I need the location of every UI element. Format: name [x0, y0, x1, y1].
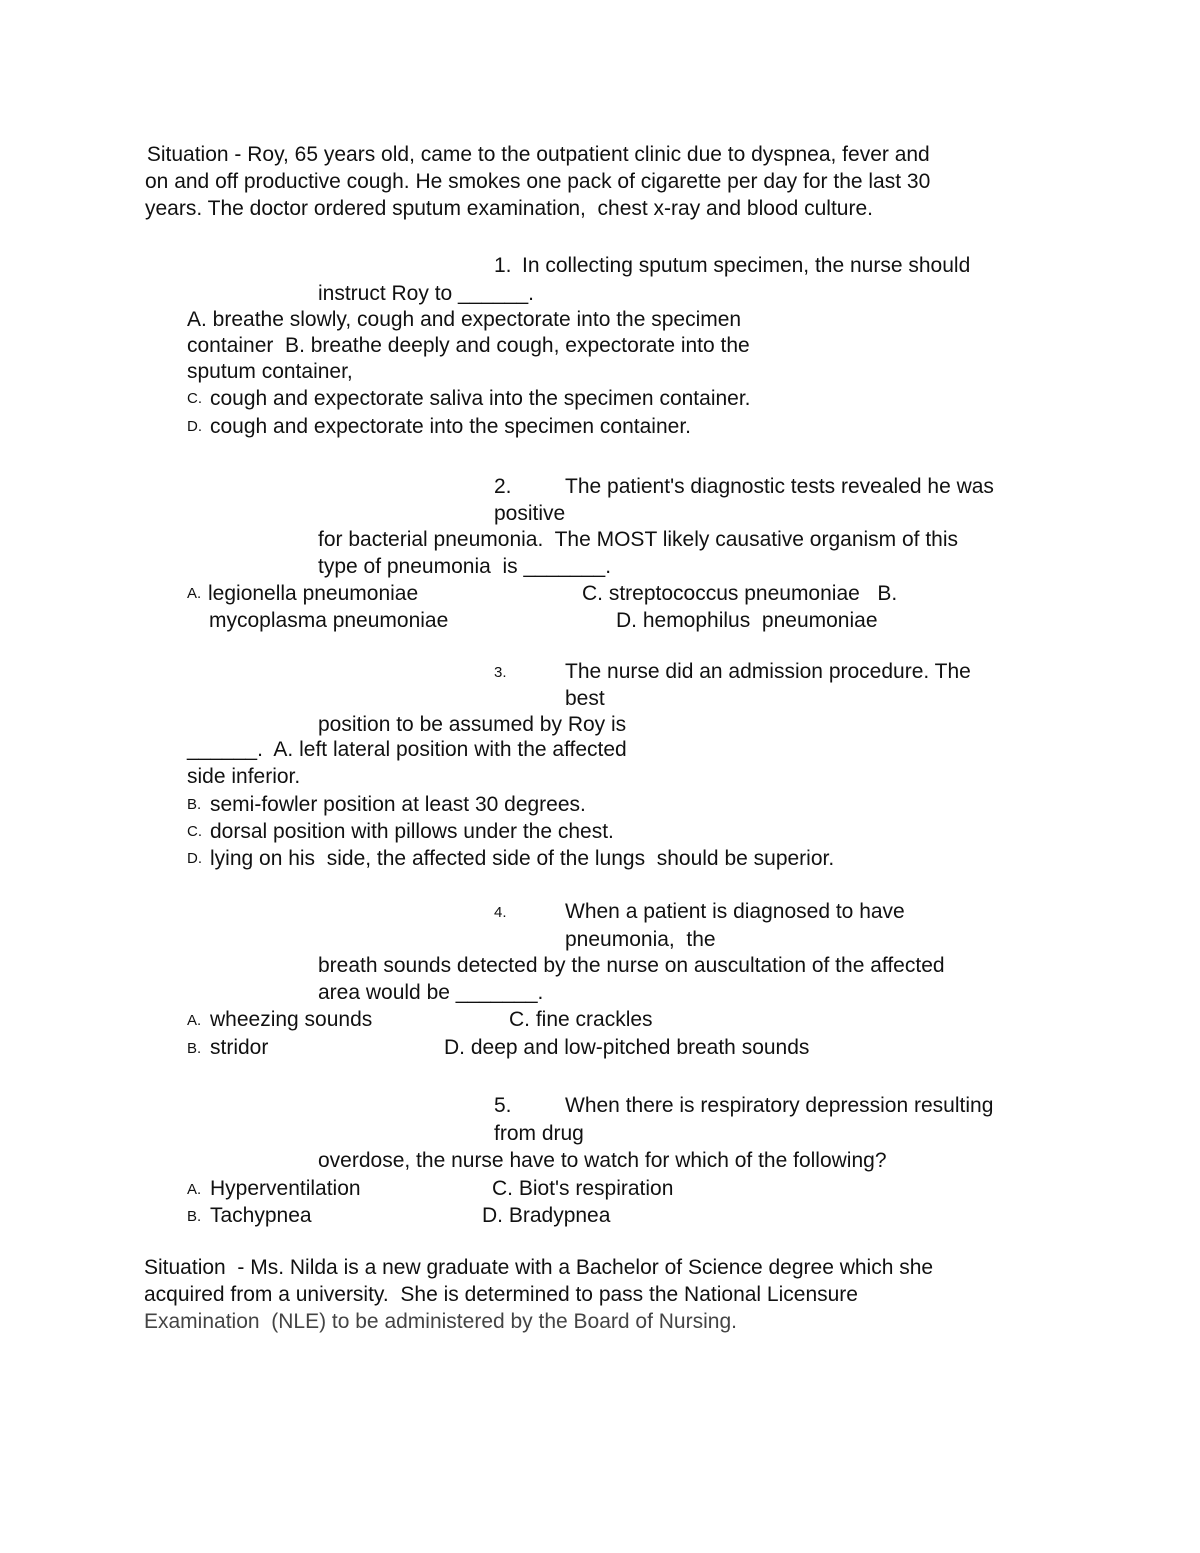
answer-option: lying on his side, the affected side of the lungs should be superior.	[210, 847, 835, 870]
question-stem: The patient's diagnostic tests revealed he was	[565, 475, 994, 498]
answer-option: cough and expectorate saliva into the specimen container.	[210, 387, 751, 410]
question-stem: breath sounds detected by the nurse on auscultation of the affected	[318, 954, 945, 977]
question-stem: pneumonia, the	[565, 928, 716, 951]
answer-option: Tachypnea	[210, 1204, 312, 1227]
question-stem: overdose, the nurse have to watch for which of the following?	[318, 1149, 887, 1172]
answer-option: side inferior.	[187, 765, 301, 788]
option-letter: A.	[187, 585, 202, 602]
option-letter: D.	[187, 418, 202, 435]
question-stem: In collecting sputum specimen, the nurse should	[522, 254, 971, 277]
question-number: 3.	[494, 664, 507, 681]
question-stem: When a patient is diagnosed to have	[565, 900, 905, 923]
answer-option: cough and expectorate into the specimen container.	[210, 415, 691, 438]
question-stem: for bacterial pneumonia. The MOST likely causative organism of this	[318, 528, 959, 551]
answer-option: wheezing sounds	[210, 1008, 373, 1031]
option-letter: C.	[187, 823, 202, 840]
question-number: 2.	[494, 475, 512, 498]
answer-option: mycoplasma pneumoniae	[209, 609, 449, 632]
answer-option: D. hemophilus pneumoniae	[616, 609, 878, 632]
option-letter: B.	[187, 796, 202, 813]
situation-1-line: years. The doctor ordered sputum examination, chest x-ray and blood culture.	[145, 197, 873, 220]
option-letter: A.	[187, 1181, 202, 1198]
answer-option: C. streptococcus pneumoniae B.	[582, 582, 898, 605]
question-stem: position to be assumed by Roy is	[318, 713, 627, 736]
option-letter: C.	[187, 390, 202, 407]
question-number: 1.	[494, 254, 512, 277]
answer-option: sputum container,	[187, 360, 353, 383]
answer-option: dorsal position with pillows under the chest.	[210, 820, 614, 843]
option-letter: B.	[187, 1040, 202, 1057]
situation-2-line: Examination (NLE) to be administered by the Board of Nursing.	[144, 1310, 737, 1333]
option-letter: A.	[187, 1012, 202, 1029]
option-letter: B.	[187, 1208, 202, 1225]
question-stem: area would be _______.	[318, 981, 544, 1004]
answer-option: C. fine crackles	[509, 1008, 653, 1031]
answer-option: ______. A. left lateral position with the affected	[187, 738, 627, 761]
question-stem: from drug	[494, 1122, 584, 1145]
answer-option: D. Bradypnea	[482, 1204, 611, 1227]
question-stem: instruct Roy to ______.	[318, 282, 534, 305]
question-number: 4.	[494, 904, 507, 921]
situation-1-line: Situation - Roy, 65 years old, came to the outpatient clinic due to dyspnea, fever and	[141, 143, 930, 166]
situation-1-line: on and off productive cough. He smokes one pack of cigarette per day for the last 30	[145, 170, 931, 193]
question-stem: best	[565, 687, 605, 710]
answer-option: C. Biot's respiration	[492, 1177, 674, 1200]
answer-option: D. deep and low-pitched breath sounds	[444, 1036, 810, 1059]
answer-option: A. breathe slowly, cough and expectorate into the specimen	[187, 308, 742, 331]
question-stem: When there is respiratory depression resulting	[565, 1094, 994, 1117]
answer-option: stridor	[210, 1036, 269, 1059]
answer-option: container B. breathe deeply and cough, expectorate into the	[187, 334, 750, 357]
answer-option: semi-fowler position at least 30 degrees.	[210, 793, 586, 816]
question-stem: The nurse did an admission procedure. The	[565, 660, 971, 683]
question-stem: positive	[494, 502, 566, 525]
answer-option: legionella pneumoniae	[208, 582, 419, 605]
question-stem: type of pneumonia is _______.	[318, 555, 612, 578]
answer-option: Hyperventilation	[210, 1177, 361, 1200]
situation-2-line: acquired from a university. She is determined to pass the National Licensure	[144, 1283, 858, 1306]
situation-2-line: Situation - Ms. Nilda is a new graduate with a Bachelor of Science degree which she	[144, 1256, 934, 1279]
option-letter: D.	[187, 850, 202, 867]
question-number: 5.	[494, 1094, 512, 1117]
